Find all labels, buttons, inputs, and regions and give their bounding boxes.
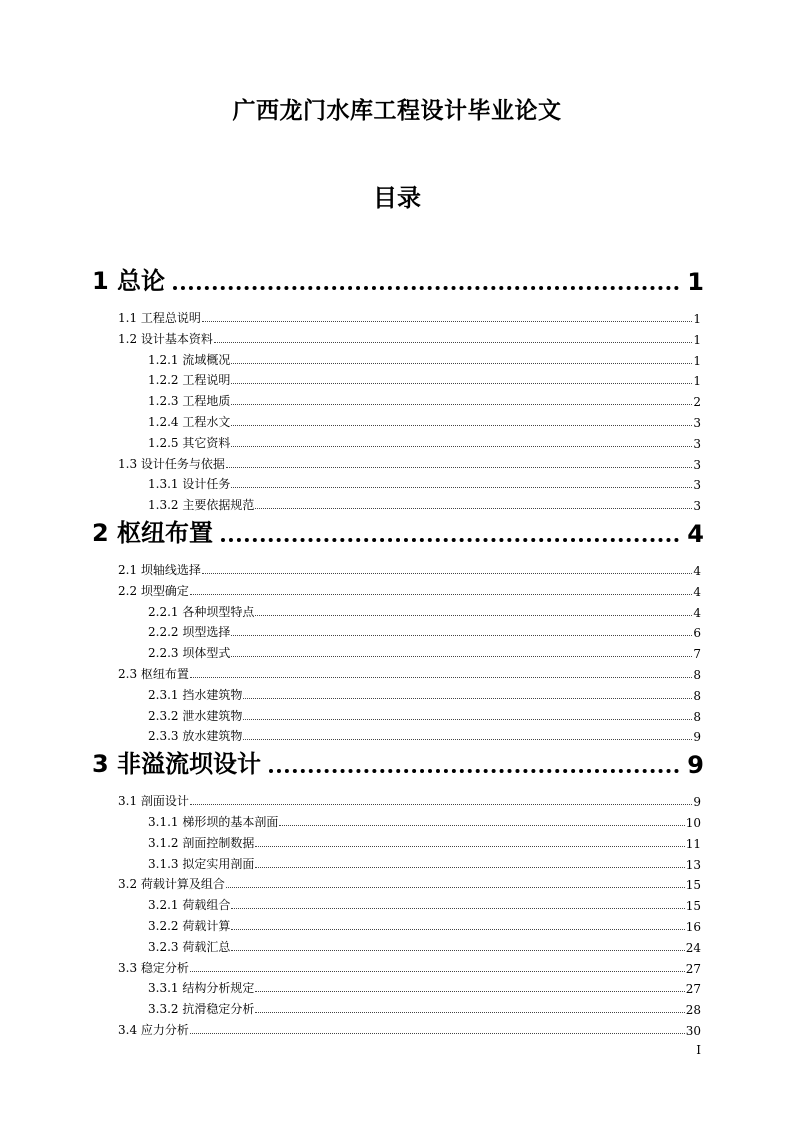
- toc-entry-page: 8: [693, 709, 701, 724]
- dot-leader: [231, 635, 692, 636]
- toc-entry-page: 3: [693, 457, 701, 472]
- dot-leader: [214, 342, 692, 343]
- toc-section-entry[interactable]: [118, 791, 701, 809]
- toc-entry-title: 3.3.1 结构分析规定: [148, 981, 255, 996]
- toc-entry-title: 3.3.2 抗滑稳定分析: [148, 1002, 255, 1017]
- dot-leader: [202, 321, 692, 322]
- toc-entry-title: 2.3.1 挡水建筑物: [148, 687, 243, 702]
- toc-section-entry[interactable]: [118, 308, 701, 326]
- dot-leader: [202, 573, 692, 574]
- toc-chapter-entry[interactable]: [92, 747, 704, 779]
- dot-leader: [231, 446, 692, 447]
- toc-heading: 目录: [373, 184, 421, 212]
- toc-entry-page: 24: [685, 940, 701, 955]
- toc-entry-title: 2.3.2 泄水建筑物: [148, 708, 243, 723]
- dot-leader: [255, 846, 684, 847]
- toc-entry-title: 3.4 应力分析: [118, 1023, 189, 1037]
- toc-entry-page: 1: [693, 374, 701, 389]
- toc-chapter-entry[interactable]: [92, 516, 704, 548]
- toc-entry-title: 3.2.2 荷载计算: [148, 919, 231, 933]
- toc-entry-title: 3.1.3 拟定实用剖面: [148, 856, 255, 871]
- dot-leader: [255, 1012, 684, 1013]
- toc-entry-page: 9: [693, 730, 701, 745]
- toc-entry-page: 7: [693, 647, 701, 662]
- toc-entry-page: 16: [685, 920, 701, 934]
- toc-entry-page: 3: [693, 499, 701, 514]
- toc-subsection-entry[interactable]: [148, 978, 701, 996]
- toc-entry-title: 1.3 设计任务与依据: [118, 456, 225, 471]
- dot-leader: [255, 615, 692, 616]
- toc-entry-title: 2.3.3 放水建筑物: [148, 729, 243, 744]
- dot-leader: [190, 594, 692, 595]
- toc-entry-title: 3 非溢流坝设计: [92, 750, 262, 779]
- dot-leader: [231, 929, 684, 930]
- dot-leader: [190, 1033, 685, 1034]
- toc-entry-title: 3.3 稳定分析: [118, 960, 189, 975]
- toc-subsection-entry[interactable]: [148, 370, 701, 388]
- dot-leader: [190, 804, 692, 805]
- document-title: 广西龙门水库工程设计毕业论文: [232, 98, 562, 124]
- toc-entry-page: 6: [693, 626, 701, 641]
- toc-subsection-entry[interactable]: [148, 706, 701, 724]
- toc-chapter-entry[interactable]: [92, 264, 704, 296]
- toc-entry-title: 1.3.2 主要依据规范: [148, 498, 255, 513]
- toc-subsection-entry[interactable]: [148, 643, 701, 661]
- toc-entry-title: 3.2 荷载计算及组合: [118, 877, 225, 892]
- toc-entry-page: 1: [693, 332, 701, 347]
- toc-entry-page: 15: [685, 878, 701, 893]
- toc-entry-page: 1: [693, 312, 701, 326]
- toc-entry-title: 3.2.3 荷载汇总: [148, 939, 231, 954]
- toc-entry-page: 4: [693, 605, 701, 620]
- dot-leader: [231, 425, 692, 426]
- dot-leader: [269, 769, 679, 773]
- toc-entry-title: 3.1.2 剖面控制数据: [148, 835, 255, 850]
- toc-subsection-entry[interactable]: [148, 726, 701, 744]
- dot-leader: [243, 739, 692, 740]
- toc-subsection-entry[interactable]: [148, 622, 701, 640]
- toc-subsection-entry[interactable]: [148, 833, 701, 851]
- toc-entry-title: 3.1 剖面设计: [118, 794, 189, 809]
- toc-entry-title: 2.2.2 坝型选择: [148, 625, 231, 640]
- toc-subsection-entry[interactable]: [148, 999, 701, 1017]
- dot-leader: [231, 383, 692, 384]
- toc-subsection-entry[interactable]: [148, 412, 701, 430]
- dot-leader: [226, 887, 685, 888]
- dot-leader: [231, 404, 692, 405]
- dot-leader: [231, 363, 692, 364]
- toc-subsection-entry[interactable]: [148, 391, 701, 409]
- toc-subsection-entry[interactable]: [148, 812, 701, 830]
- dot-leader: [190, 971, 685, 972]
- toc-entry-page: 13: [685, 857, 701, 872]
- dot-leader: [255, 508, 692, 509]
- toc-entry-title: 2.1 坝轴线选择: [118, 563, 201, 577]
- toc-entry-page: 8: [693, 688, 701, 703]
- toc-entry-page: 15: [685, 899, 701, 914]
- toc-entry-page: 10: [685, 816, 701, 830]
- toc-section-entry[interactable]: [118, 664, 701, 682]
- toc-subsection-entry[interactable]: [148, 937, 701, 955]
- toc-entry-title: 1.2.1 流域概况: [148, 352, 231, 367]
- toc-entry-title: 1.3.1 设计任务: [148, 477, 231, 492]
- dot-leader: [255, 867, 684, 868]
- toc-entry-page: 30: [685, 1024, 701, 1038]
- toc-entry-page: 1: [693, 353, 701, 368]
- toc-entry-title: 2.2 坝型确定: [118, 583, 189, 598]
- toc-entry-page: 4: [687, 520, 704, 548]
- toc-entry-title: 1.2.2 工程说明: [148, 373, 231, 388]
- dot-leader: [279, 825, 684, 826]
- toc-subsection-entry[interactable]: [148, 495, 701, 513]
- toc-entry-title: 1.2 设计基本资料: [118, 331, 213, 346]
- toc-entry-page: 27: [685, 961, 701, 976]
- toc-subsection-entry[interactable]: [148, 895, 701, 913]
- toc-entry-page: 28: [685, 1003, 701, 1018]
- toc-section-entry[interactable]: [118, 958, 701, 976]
- dot-leader: [243, 719, 692, 720]
- toc-section-entry[interactable]: [118, 1020, 701, 1038]
- toc-entry-page: 9: [687, 751, 704, 780]
- toc-section-entry[interactable]: [118, 874, 701, 892]
- toc-subsection-entry[interactable]: [148, 433, 701, 451]
- dot-leader: [231, 487, 692, 488]
- toc-section-entry[interactable]: [118, 329, 701, 347]
- toc-entry-page: 4: [693, 584, 701, 599]
- toc-entry-page: 3: [693, 478, 701, 493]
- dot-leader: [231, 656, 692, 657]
- toc-entry-title: 3.2.1 荷载组合: [148, 898, 231, 913]
- toc-entry-page: 27: [685, 982, 701, 997]
- dot-leader: [243, 698, 692, 699]
- toc-entry-page: 8: [693, 668, 701, 682]
- toc-entry-title: 2.3 枢纽布置: [118, 667, 189, 681]
- toc-entry-page: 3: [693, 436, 701, 451]
- toc-entry-page: 2: [693, 395, 701, 410]
- toc-entry-title: 3.1.1 梯形坝的基本剖面: [148, 815, 279, 829]
- toc-section-entry[interactable]: [118, 560, 701, 578]
- dot-leader: [190, 677, 692, 678]
- toc-section-entry[interactable]: [118, 454, 701, 472]
- toc-subsection-entry[interactable]: [148, 854, 701, 872]
- toc-subsection-entry[interactable]: [148, 916, 701, 934]
- dot-leader: [173, 286, 679, 290]
- page-number: I: [696, 1043, 701, 1057]
- toc-entry-title: 2.2.1 各种坝型特点: [148, 604, 255, 619]
- toc-entry-title: 1 总论: [92, 267, 166, 295]
- toc-entry-title: 1.2.5 其它资料: [148, 435, 231, 450]
- dot-leader: [255, 991, 684, 992]
- toc-entry-page: 1: [687, 268, 704, 296]
- toc-entry-page: 3: [693, 416, 701, 430]
- toc-entry-title: 2 枢纽布置: [92, 519, 214, 547]
- dot-leader: [231, 950, 684, 951]
- toc-subsection-entry[interactable]: [148, 602, 701, 620]
- toc-subsection-entry[interactable]: [148, 350, 701, 368]
- dot-leader: [226, 467, 692, 468]
- dot-leader: [221, 538, 679, 542]
- dot-leader: [231, 908, 684, 909]
- toc-entry-title: 1.2.4 工程水文: [148, 415, 231, 429]
- toc-subsection-entry[interactable]: [148, 474, 701, 492]
- toc-entry-title: 1.1 工程总说明: [118, 311, 201, 325]
- toc-section-entry[interactable]: [118, 581, 701, 599]
- toc-entry-page: 9: [693, 795, 701, 810]
- toc-subsection-entry[interactable]: [148, 685, 701, 703]
- toc-entry-page: 4: [693, 564, 701, 578]
- toc-entry-title: 2.2.3 坝体型式: [148, 646, 231, 661]
- toc-entry-title: 1.2.3 工程地质: [148, 394, 231, 409]
- toc-entry-page: 11: [685, 836, 701, 851]
